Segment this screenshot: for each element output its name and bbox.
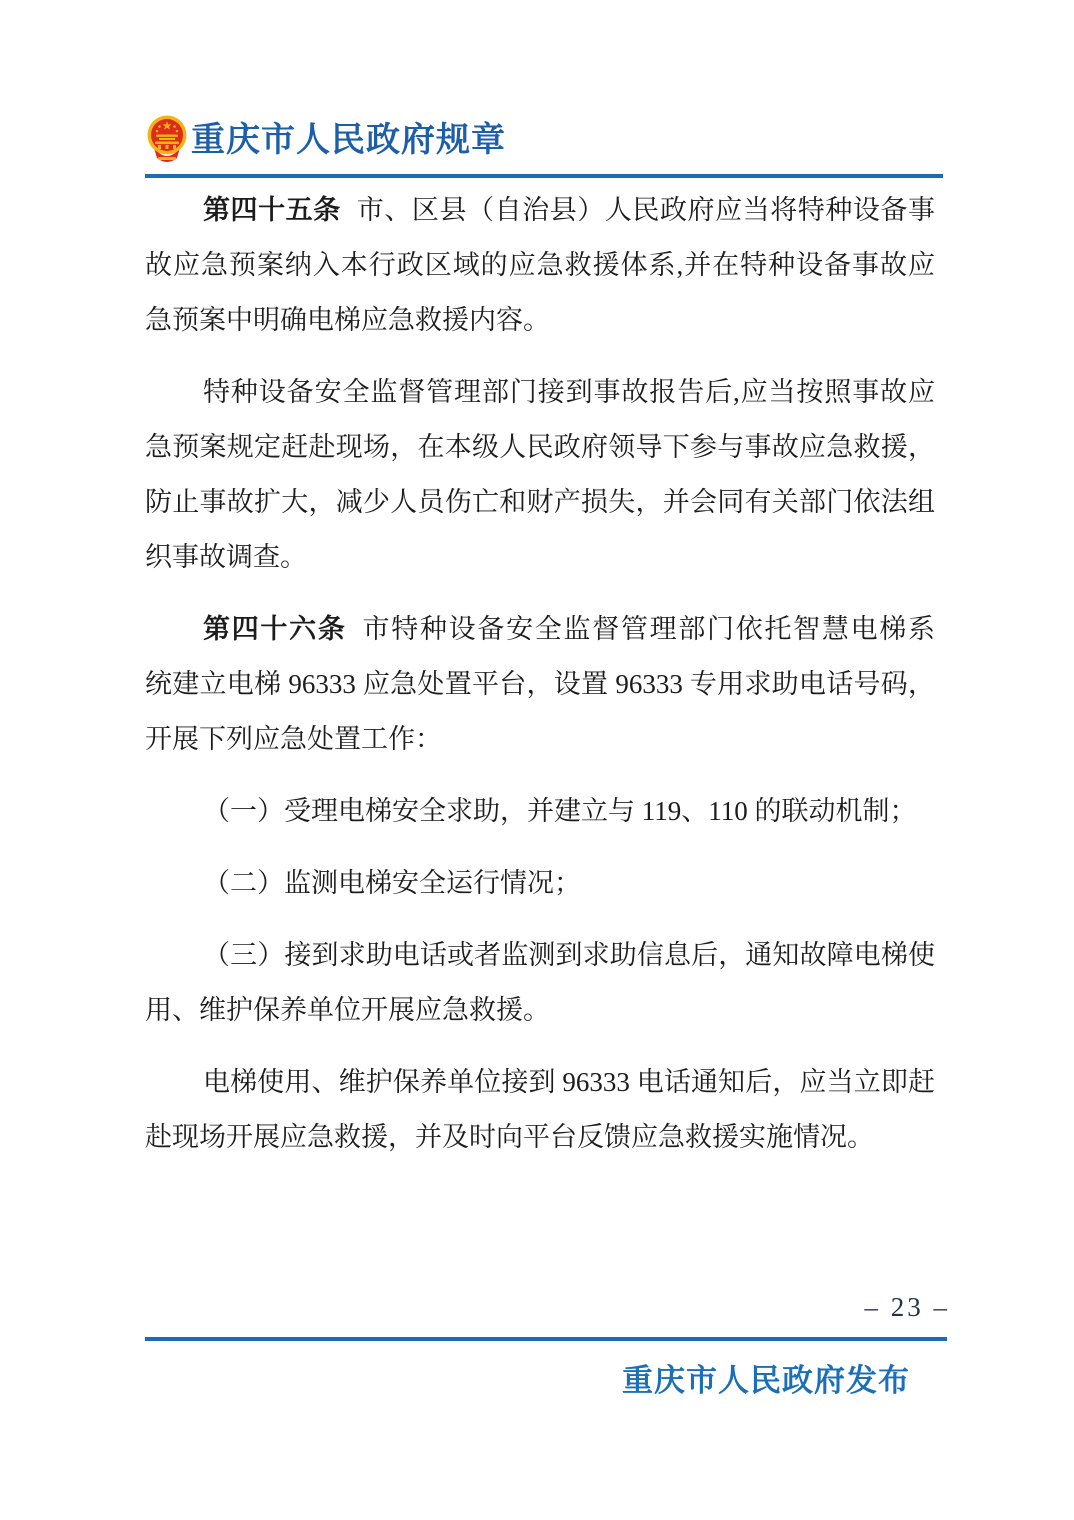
text-line: 故应急预案纳入本行政区域的应急救援体系,并在特种设备事故应: [145, 250, 935, 280]
text-line: 赴现场开展应急救援，并及时向平台反馈应急救援实施情况。: [145, 1122, 874, 1152]
text-line: 开展下列应急处置工作：: [145, 724, 442, 754]
text-line: [145, 602, 935, 657]
list-item-2: [145, 856, 935, 911]
text-line: 急预案中明确电梯应急救援内容。: [145, 305, 550, 335]
article-46-paragraph: [145, 602, 935, 767]
list-item-1: [145, 784, 935, 839]
publisher-label: 重庆市人民政府发布: [622, 1363, 910, 1398]
text-line: （二）监测电梯安全运行情况；: [203, 868, 581, 898]
text-line: （三）接到求助电话或者监测到求助信息后，通知故障电梯使: [203, 940, 935, 970]
national-emblem-icon: [146, 114, 188, 166]
text-run: 市、区县（自治县）人民政府应当将特种设备事: [356, 195, 935, 225]
page-header-title: 重庆市人民政府规章: [191, 122, 506, 159]
footer-divider-rule: [145, 1337, 947, 1341]
text-line: 织事故调查。: [145, 542, 307, 572]
text-line: （一）受理电梯安全求助，并建立与 119、110 的联动机制；: [203, 796, 917, 826]
article-45-number: 第四十五条: [203, 195, 341, 225]
text-run: 市特种设备安全监督管理部门依托智慧电梯系: [362, 614, 935, 644]
regulation-body: [145, 183, 935, 1165]
text-line: 防止事故扩大，减少人员伤亡和财产损失，并会同有关部门依法组: [145, 487, 935, 517]
text-line: 统建立电梯 96333 应急处置平台，设置 96333 专用求助电话号码，: [145, 669, 935, 699]
article-45-paragraph: [145, 183, 935, 348]
header-divider-rule: [145, 174, 943, 178]
page-number: – 23 –: [864, 1292, 950, 1322]
text-line: 急预案规定赶赴现场，在本级人民政府领导下参与事故应急救援，: [145, 432, 935, 462]
list-item-3: [145, 928, 935, 1038]
text-line: 特种设备安全监督管理部门接到事故报告后,应当按照事故应: [203, 377, 935, 407]
closing-paragraph: [145, 1055, 935, 1165]
article-46-number: 第四十六条: [203, 614, 347, 644]
text-line: 电梯使用、维护保养单位接到 96333 电话通知后，应当立即赶: [203, 1067, 935, 1097]
text-line: [145, 183, 935, 238]
text-line: 用、维护保养单位开展应急救援。: [145, 995, 550, 1025]
article-45-paragraph-2: [145, 365, 935, 585]
